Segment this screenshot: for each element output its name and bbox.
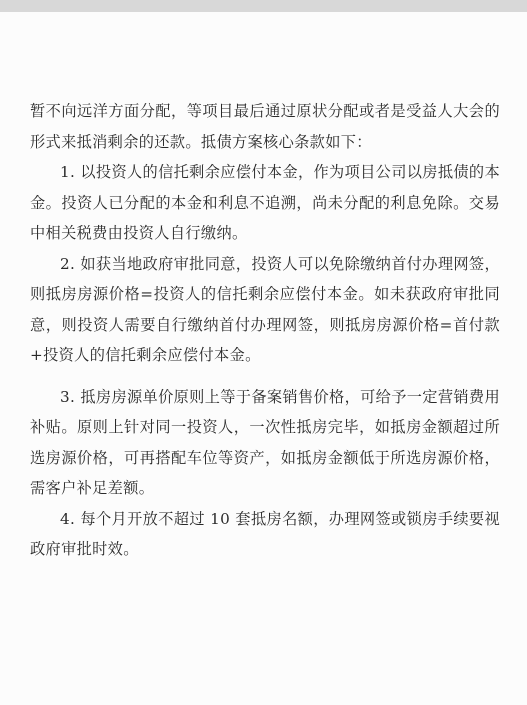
paragraph-clause-1: 1. 以投资人的信托剩余应偿付本金，作为项目公司以房抵债的本金。投资人已分配的本金和利息不追溯，尚未分配的利息免除。交易中相关税费由投资人自行缴纳。 [30, 163, 500, 242]
paragraph-intro: 暂不向远洋方面分配，等项目最后通过原状分配或者是受益人大会的形式来抵消剩余的还款。抵债方案核心条款如下： [30, 102, 500, 151]
top-border-bar [0, 0, 527, 12]
paragraph-clause-2: 2. 如获当地政府审批同意，投资人可以免除缴纳首付办理网签，则抵房房源价格=投资人的信托剩余应偿付本金。如未获政府审批同意，则投资人需要自行缴纳首付办理网签，则抵房房源价格=首付款+投资人的信托剩余应偿付本金。 [30, 254, 500, 364]
document-body [30, 96, 500, 565]
paragraph-clause-3: 3. 抵房房源单价原则上等于备案销售价格，可给予一定营销费用补贴。原则上针对同一投资人，一次性抵房完毕，如抵房金额超过所选房源价格，可再搭配车位等资产，如抵房金额低于所选房源价格，需客户补足差额。 [30, 387, 500, 497]
paragraph-clause-4: 4. 每个月开放不超过 10 套抵房名额，办理网签或锁房手续要视政府审批时效。 [30, 509, 500, 558]
